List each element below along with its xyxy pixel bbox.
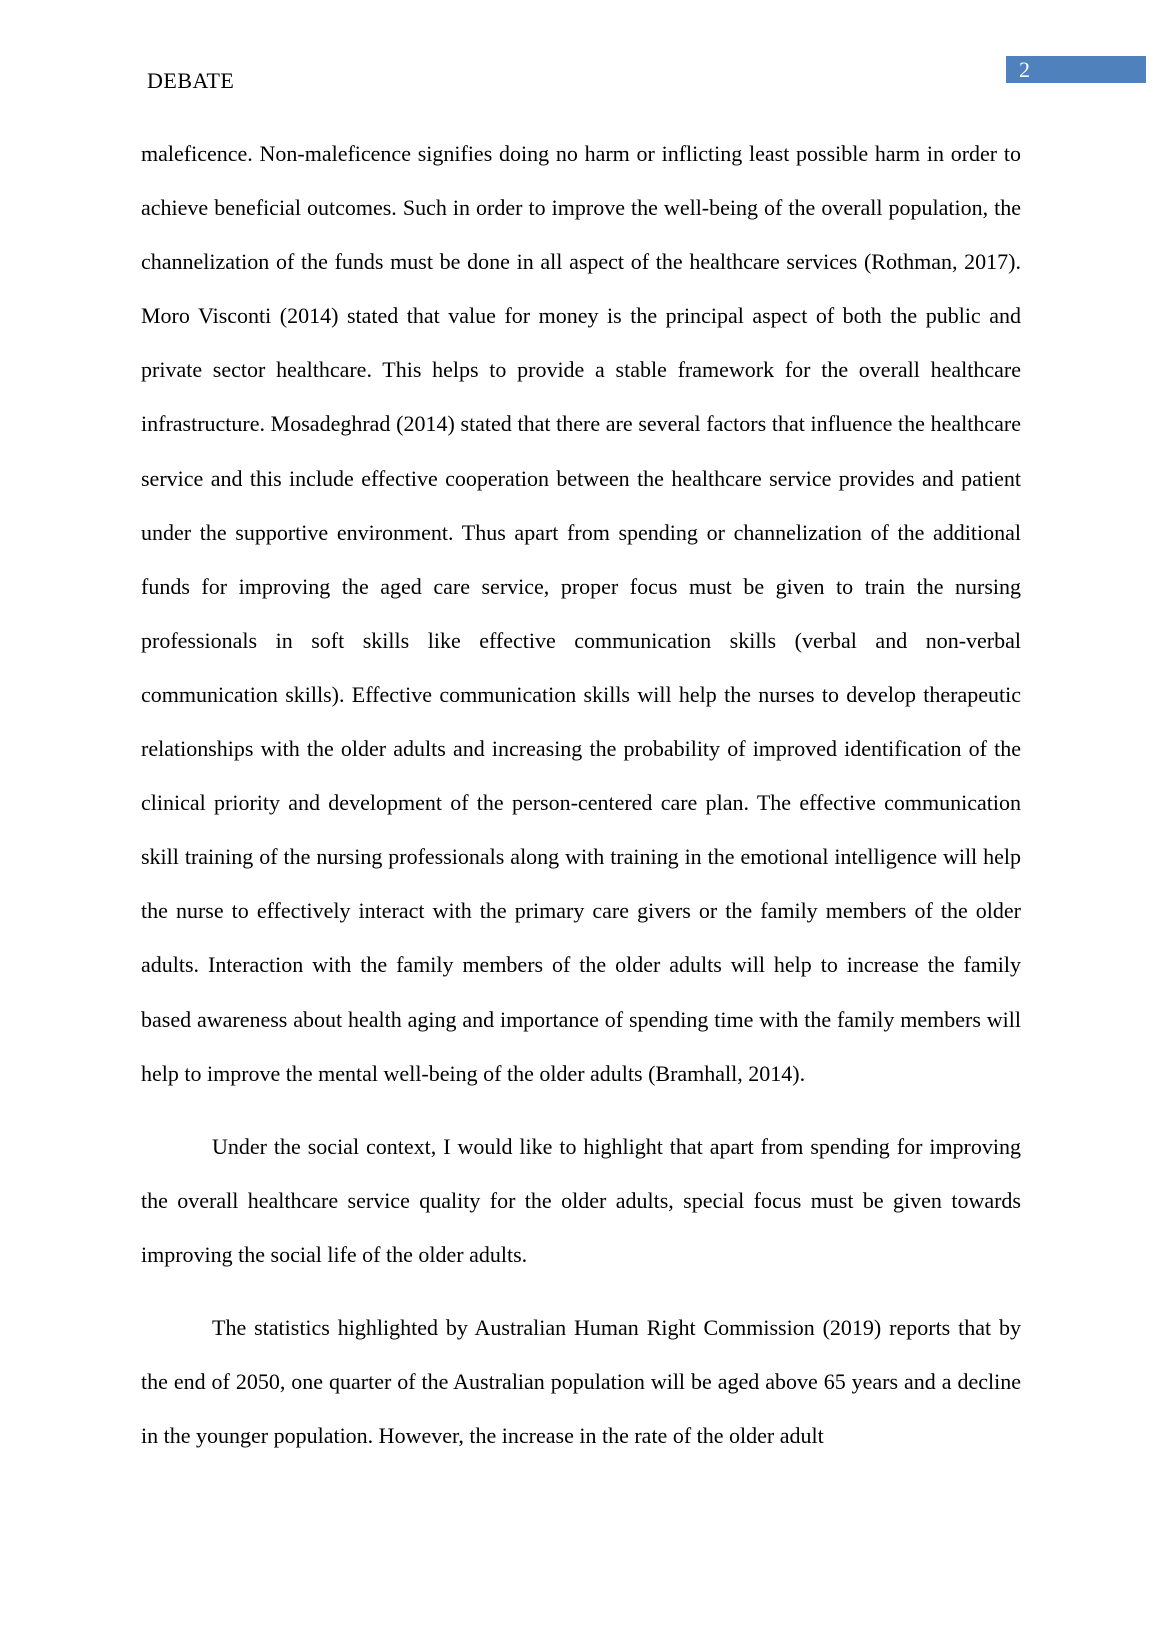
- page-number-badge: [1006, 56, 1146, 83]
- running-head: DEBATE: [147, 68, 235, 93]
- paragraph-statistics: The statistics highlighted by Australian Human Right Commission (2019) reports that by the end of 2050, one quarter of the Australian population will be aged above 65 years and a decline in the younger population. However, the increase in the rate of the older adult: [141, 1314, 1021, 1449]
- page-number: 2: [1019, 57, 1030, 82]
- paragraph-social-context: Under the social context, I would like to highlight that apart from spending for improving the overall healthcare service quality for the older adults, special focus must be given towards improving the social life of the older adults.: [141, 1133, 1021, 1267]
- document-body: [141, 127, 1021, 1463]
- paragraph-continued: maleficence. Non-maleficence signifies doing no harm or inflicting least possible harm in order to achieve beneficial outcomes. Such in order to improve the well-being of the overall population, the channelization of the funds must be done in all aspect of the healthcare services (Rothman, 2017). Moro Visconti (2014) stated that value for money is the principal aspect of both the public and private sector healthcare. This helps to provide a stable framework for the overall healthcare infrastructure. Mosadeghrad (2014) stated that there are several factors that influence the healthcare service and this include effective cooperation between the healthcare service provides and patient under the supportive environment. Thus apart from spending or channelization of the additional funds for improving the aged care service, proper focus must be given to train the nursing professionals in soft skills like effective communication skills (verbal and non-verbal communication skills). Effective communication skills will help the nurses to develop therapeutic relationships with the older adults and increasing the probability of improved identification of the clinical priority and development of the person-centered care plan. The effective communication skill training of the nursing professionals along with training in the emotional intelligence will help the nurse to effectively interact with the primary care givers or the family members of the older adults. Interaction with the family members of the older adults will help to increase the family based awareness about health aging and importance of spending time with the family members will help to improve the mental well-being of the older adults (Bramhall, 2014).: [141, 141, 1021, 1086]
